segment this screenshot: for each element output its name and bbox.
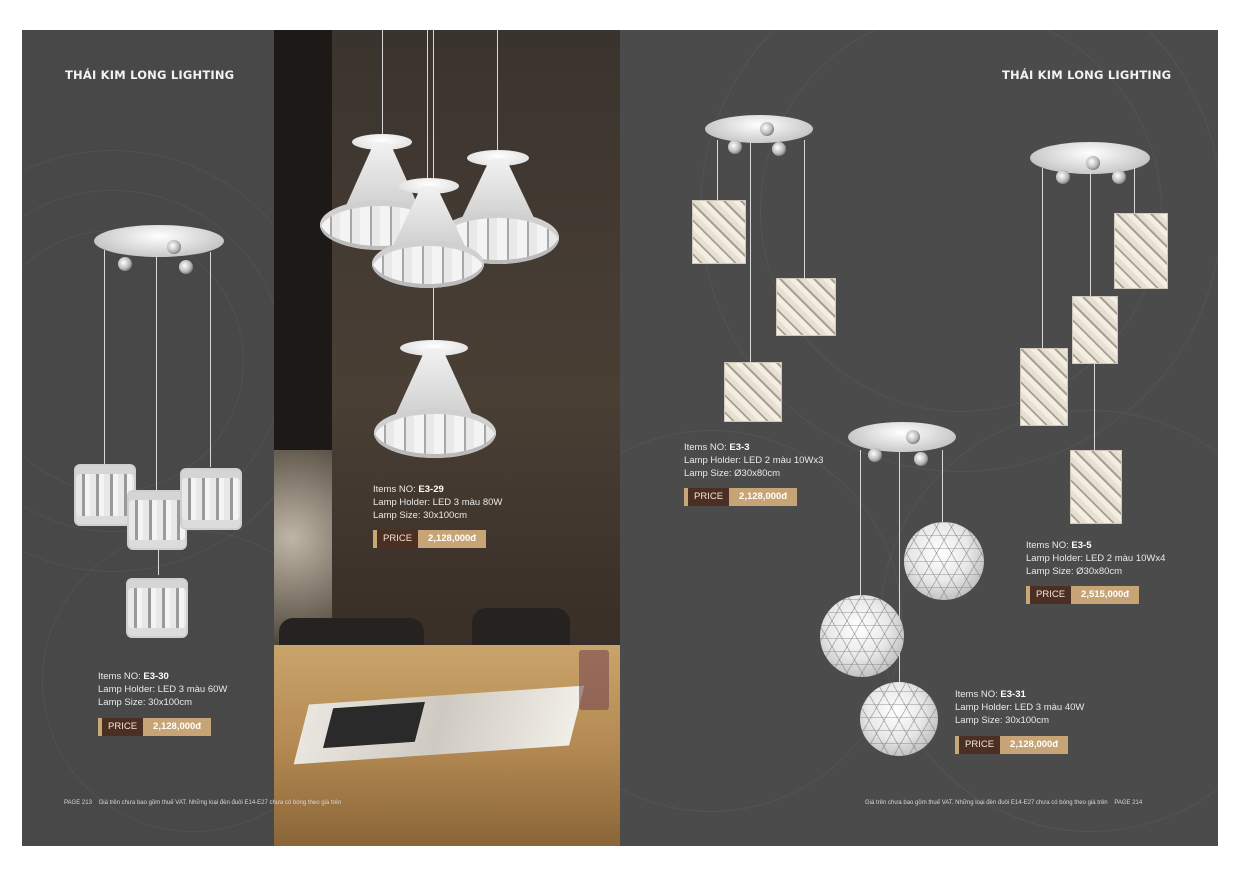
product-info-e3-29 <box>373 483 502 522</box>
price-label: PRICE <box>684 488 729 506</box>
lamp-holder: Lamp Holder: LED 3 màu 60W <box>98 684 228 695</box>
price-value: 2,128,000đ <box>418 530 486 548</box>
lamp-size: Lamp Size: 30x100cm <box>98 697 192 708</box>
item-label: Items NO: <box>684 442 727 453</box>
lamp-holder: Lamp Holder: LED 2 màu 10Wx3 <box>684 455 824 466</box>
price-tag-e3-5 <box>1026 586 1139 604</box>
price-label: PRICE <box>373 530 418 548</box>
footer-note-left: Giá trên chưa bao gồm thuế VAT. Những loại đèn đuôi E14-E27 chưa có bóng theo giá trên <box>98 800 342 806</box>
price-label: PRICE <box>955 736 1000 754</box>
item-label: Items NO: <box>98 671 141 682</box>
page-number-left: PAGE 213 <box>64 800 92 806</box>
brand-left: THÁI KIM LONG LIGHTING <box>65 68 235 82</box>
item-code: E3-3 <box>729 442 750 453</box>
lamp-size: Lamp Size: 30x100cm <box>373 510 467 521</box>
footer-left <box>64 800 341 806</box>
footer-right <box>865 800 1142 806</box>
price-value: 2,128,000đ <box>1000 736 1068 754</box>
price-tag-e3-31 <box>955 736 1068 754</box>
price-label: PRICE <box>98 718 143 736</box>
item-code: E3-30 <box>143 671 169 682</box>
item-code: E3-29 <box>418 484 444 495</box>
price-label: PRICE <box>1026 586 1071 604</box>
lamp-size: Lamp Size: Ø30x80cm <box>1026 566 1123 577</box>
price-value: 2,128,000đ <box>143 718 211 736</box>
product-info-e3-3 <box>684 441 823 480</box>
footer-note-right: Giá trên chưa bao gồm thuế VAT. Những loại đèn đuôi E14-E27 chưa có bóng theo giá trên <box>865 800 1108 806</box>
price-tag-e3-30 <box>98 718 211 736</box>
page-number-right: PAGE 214 <box>1114 800 1143 806</box>
brand-right: THÁI KIM LONG LIGHTING <box>1002 68 1172 82</box>
item-code: E3-31 <box>1000 689 1026 700</box>
item-label: Items NO: <box>1026 540 1069 551</box>
item-label: Items NO: <box>373 484 416 495</box>
lamp-holder: Lamp Holder: LED 2 màu 10Wx4 <box>1026 553 1166 564</box>
lamp-size: Lamp Size: Ø30x80cm <box>684 468 781 479</box>
lamp-holder: Lamp Holder: LED 3 màu 80W <box>373 497 503 508</box>
lamp-size: Lamp Size: 30x100cm <box>955 715 1049 726</box>
price-value: 2,128,000đ <box>729 488 797 506</box>
catalog-spread <box>22 30 1218 846</box>
item-label: Items NO: <box>955 689 998 700</box>
price-value: 2,515,000đ <box>1071 586 1139 604</box>
product-info-e3-31 <box>955 688 1084 727</box>
product-info-e3-5 <box>1026 539 1165 578</box>
product-info-e3-30 <box>98 670 227 709</box>
price-tag-e3-3 <box>684 488 797 506</box>
price-tag-e3-29 <box>373 530 486 548</box>
item-code: E3-5 <box>1071 540 1092 551</box>
lamp-holder: Lamp Holder: LED 3 màu 40W <box>955 702 1085 713</box>
